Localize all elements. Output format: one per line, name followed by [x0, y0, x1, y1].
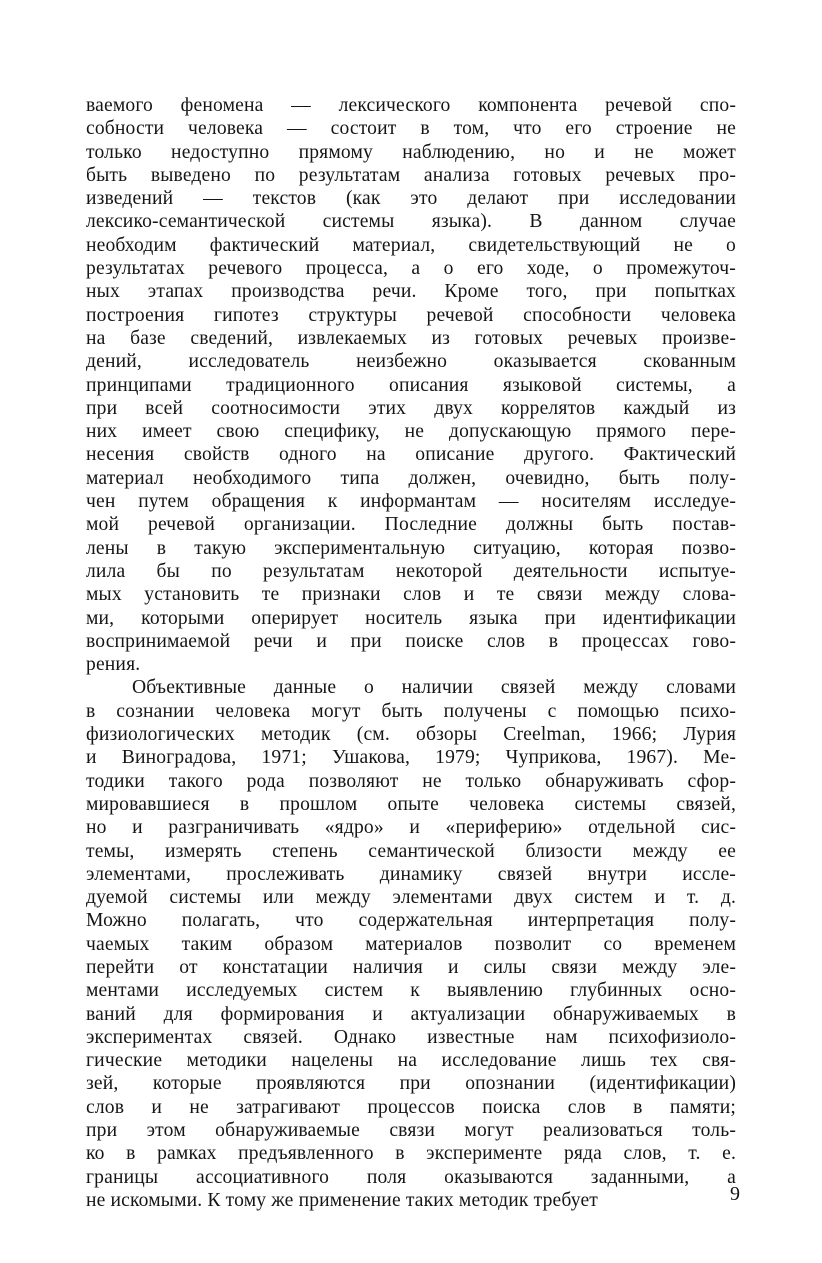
text-line: границы ассоциативного поля оказываются заданными, а: [86, 1166, 736, 1188]
text-line: чаемых таким образом материалов позволит со временем: [86, 933, 736, 955]
text-line: мой речевой организации. Последние должны быть постав-: [86, 514, 736, 536]
text-line: но и разграничивать «ядро» и «периферию» отдельной сис-: [86, 817, 736, 839]
text-line: только недоступно прямому наблюдению, но и не может: [86, 141, 736, 163]
text-line: мых установить те признаки слов и те связи между слова-: [86, 584, 736, 606]
text-line: ваемого феномена — лексического компонента речевой спо-: [86, 95, 736, 116]
text-line: экспериментах связей. Однако известные нам психофизиоло-: [86, 1026, 736, 1048]
text-line: на базе сведений, извлекаемых из готовых речевых произве-: [86, 327, 736, 349]
text-line: лены в такую экспериментальную ситуацию, которая позво-: [86, 537, 736, 559]
text-line: при этом обнаруживаемые связи могут реализоваться толь-: [86, 1120, 736, 1142]
text-line: несения свойств одного на описание другого. Фактический: [86, 444, 736, 466]
text-line: дений, исследователь неизбежно оказывается скованным: [86, 351, 736, 373]
text-line: материал необходимого типа должен, очевидно, быть полу-: [86, 467, 736, 489]
text-line: построения гипотез структуры речевой способности человека: [86, 304, 736, 326]
text-line: физиологических методик (см. обзоры Creelman, 1966; Лурия: [86, 724, 736, 746]
text-line: собности человека — состоит в том, что его строение не: [86, 118, 736, 140]
text-line: чен путем обращения к информантам — носителям исследуе-: [86, 491, 736, 513]
text-line: рения.: [86, 654, 141, 676]
text-line: ваний для формирования и актуализации обнаруживаемых в: [86, 1003, 736, 1025]
text-line: воспринимаемой речи и при поиске слов в процессах гово-: [86, 630, 736, 652]
page-body: [86, 94, 736, 1212]
text-line: Объективные данные о наличии связей между словами: [132, 677, 736, 699]
text-line: быть выведено по результатам анализа готовых речевых про-: [86, 164, 736, 186]
text-line: зей, которые проявляются при опознании (идентификации): [86, 1073, 736, 1095]
text-line: слов и не затрагивают процессов поиска слов в памяти;: [86, 1096, 736, 1118]
paragraph-1: [86, 94, 736, 676]
text-line: ко в рамках предъявленного в эксперименте ряда слов, т. е.: [86, 1143, 736, 1165]
text-line: ных этапах производства речи. Кроме того, при попытках: [86, 281, 736, 303]
text-line: в сознании человека могут быть получены с помощью психо-: [86, 700, 736, 722]
page-number: 9: [730, 1183, 740, 1205]
text-line: мировавшиеся в прошлом опыте человека системы связей,: [86, 793, 736, 815]
text-line: результатах речевого процесса, а о его ходе, о промежуточ-: [86, 258, 736, 280]
text-line: изведений — текстов (как это делают при исследовании: [86, 188, 736, 210]
text-line: элементами, прослеживать динамику связей внутри иссле-: [86, 863, 736, 885]
text-line: лила бы по результатам некоторой деятельности испытуе-: [86, 560, 736, 582]
text-line: лексико-семантической системы языка). В данном случае: [86, 211, 736, 233]
text-line: принципами традиционного описания языковой системы, а: [86, 374, 736, 396]
text-line: гические методики нацелены на исследование лишь тех свя-: [86, 1050, 736, 1072]
text-line: темы, измерять степень семантической близости между ее: [86, 840, 736, 862]
text-line: дуемой системы или между элементами двух систем и т. д.: [86, 887, 736, 909]
text-line: необходим фактический материал, свидетельствующий не о: [86, 234, 736, 256]
text-line: ми, которыми оперирует носитель языка при идентификации: [86, 607, 736, 629]
text-line: не искомыми. К тому же применение таких методик требует: [86, 1189, 599, 1211]
text-line: ментами исследуемых систем к выявлению глубинных осно-: [86, 980, 736, 1002]
text-line: при всей соотносимости этих двух коррелятов каждый из: [86, 397, 736, 419]
paragraph-2: [86, 676, 736, 1212]
text-line: перейти от констатации наличия и силы связи между эле-: [86, 956, 736, 978]
text-line: и Виноградова, 1971; Ушакова, 1979; Чуприкова, 1967). Ме-: [86, 747, 736, 769]
text-line: тодики такого рода позволяют не только обнаруживать сфор-: [86, 770, 736, 792]
text-line: них имеет свою специфику, не допускающую прямого пере-: [86, 421, 736, 443]
text-line: Можно полагать, что содержательная интерпретация полу-: [86, 910, 736, 932]
